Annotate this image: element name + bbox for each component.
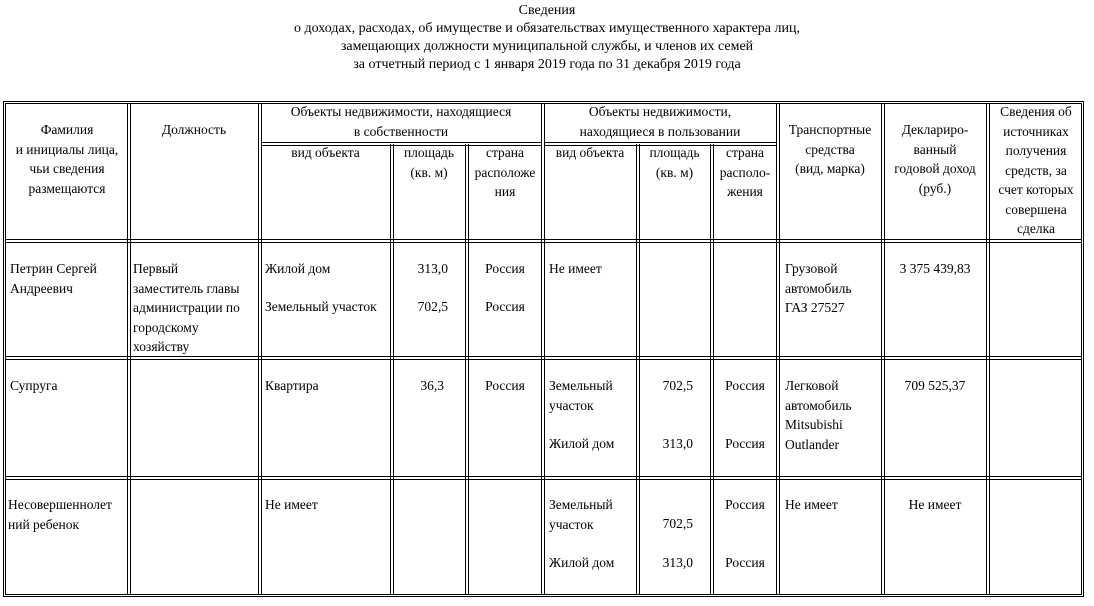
- transport-value: Не имеет: [785, 497, 838, 512]
- transport-value: Грузовой автомобиль ГАЗ 27527: [785, 261, 852, 315]
- income-value: 709 525,37: [904, 378, 966, 393]
- used-object-type: Земельный участок: [549, 497, 613, 532]
- header-used-country: страна располо- жения: [719, 145, 771, 199]
- person-name: Петрин Сергей Андреевич: [10, 261, 97, 296]
- person-name: Супруга: [10, 378, 58, 393]
- used-object-type: Земельный участок: [549, 378, 613, 413]
- owned-object-area: 702,5: [417, 299, 448, 314]
- used-object-country: Россия: [725, 378, 765, 393]
- owned-object-type: Жилой дом: [265, 261, 331, 276]
- used-object-country: Россия: [725, 436, 765, 451]
- owned-object-country: Россия: [485, 378, 525, 393]
- owned-object-country: Россия: [485, 299, 525, 314]
- header-position: Должность: [161, 122, 227, 137]
- owned-object-type: Земельный участок: [265, 299, 377, 314]
- used-object-type: Жилой дом: [549, 555, 615, 570]
- owned-object-area: 313,0: [417, 261, 448, 276]
- header-owned-area: площадь (кв. м): [403, 145, 455, 180]
- used-object-type: Жилой дом: [549, 436, 615, 451]
- used-object-area: 313,0: [662, 436, 693, 451]
- person-name: Несовершеннолет ний ребенок: [8, 497, 112, 532]
- owned-object-country: Россия: [485, 261, 525, 276]
- document-title: Сведения: [518, 3, 576, 18]
- used-object-country: Россия: [725, 497, 765, 512]
- header-used-group: Объекты недвижимости, находящиеся в пользовании: [579, 104, 741, 139]
- owned-objects-none: Не имеет: [265, 497, 318, 512]
- used-object-area: 313,0: [662, 555, 693, 570]
- used-object-area: 702,5: [662, 516, 693, 531]
- header-income: Деклариро- ванный годовой доход (руб.): [894, 122, 976, 196]
- document-subtitle-line: замещающих должности муниципальной службы, и членов их семей: [340, 39, 754, 54]
- header-used-area: площадь (кв. м): [649, 145, 700, 180]
- header-owned-country: страна расположе ния: [474, 145, 536, 199]
- used-objects-none: Не имеет: [549, 261, 602, 276]
- header-sources: Сведения об источниках получения средств, за счет которых совершена сделка: [998, 104, 1074, 236]
- owned-object-type: Квартира: [265, 378, 319, 393]
- header-used-object-type: вид объекта: [555, 145, 625, 160]
- document-period: за отчетный период с 1 января 2019 года по 31 декабря 2019 года: [353, 57, 741, 72]
- used-object-area: 702,5: [662, 378, 693, 393]
- header-owned-object-type: вид объекта: [291, 145, 360, 160]
- document-subtitle-line: о доходах, расходах, об имуществе и обязательствах имущественного характера лиц,: [294, 21, 800, 36]
- transport-value: Легковой автомобиль Mitsubishi Outlander: [785, 378, 852, 452]
- header-transport: Транспортные средства (вид, марка): [788, 122, 872, 176]
- header-owned-group: Объекты недвижимости, находящиеся в собственности: [290, 104, 512, 139]
- header-name: Фамилия и инициалы лица, чьи сведения размещаются: [15, 122, 119, 196]
- used-object-country: Россия: [725, 555, 765, 570]
- person-position: Первый заместитель главы администрации по городскому хозяйству: [133, 261, 240, 354]
- income-value: 3 375 439,83: [899, 261, 971, 276]
- owned-object-area: 36,3: [420, 378, 444, 393]
- income-value: Не имеет: [908, 497, 962, 512]
